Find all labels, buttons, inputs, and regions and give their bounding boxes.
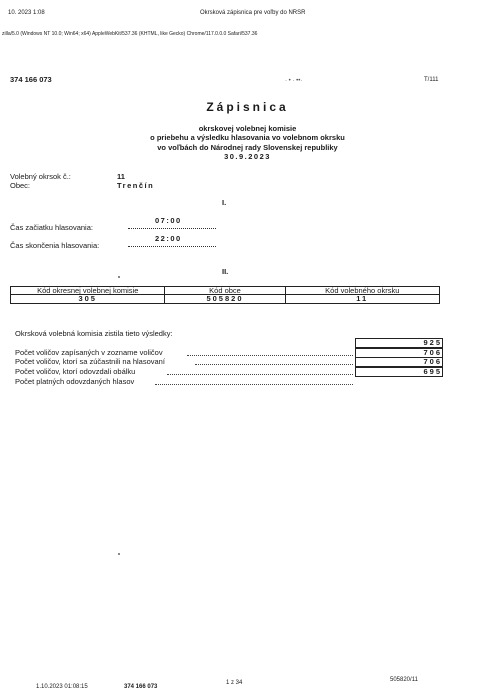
col-header-district-commission: Kód okresnej volebnej komisie: [11, 287, 165, 295]
result-value: 706: [355, 357, 443, 367]
result-label: Počet voličov zapísaných v zozname voličov: [15, 348, 163, 357]
result-row-valid-votes: [15, 377, 443, 386]
scan-speck: [118, 276, 120, 278]
footer-page-number: 1 z 34: [226, 680, 243, 686]
district-number-label: Volebný okrsok č.:: [10, 172, 71, 181]
municipality-label: Obec:: [10, 181, 31, 190]
page-ref: T/111: [424, 77, 439, 83]
section-1-heading: I.: [222, 198, 227, 207]
municipality-value: Trenčín: [117, 181, 155, 190]
municipality-code: 505820: [165, 295, 285, 304]
precinct-code: 11: [285, 295, 439, 304]
result-dots: [187, 355, 353, 356]
result-label: Počet voličov, ktorí odovzdali obálku: [15, 367, 136, 376]
col-header-precinct-code: Kód volebného okrsku: [285, 287, 439, 295]
stamp-marks: · • · ••·: [285, 78, 303, 84]
result-row-participated: [15, 357, 443, 366]
voting-start-label: Čas začiatku hlasovania:: [10, 223, 93, 232]
district-commission-code: 305: [11, 295, 165, 304]
result-dots: [155, 384, 353, 385]
result-value: 695: [355, 367, 443, 377]
voting-end-dots: [128, 246, 216, 247]
district-number-value: 11: [117, 172, 125, 181]
voting-start-dots: [128, 228, 216, 229]
result-label: Počet platných odovzdaných hlasov: [15, 377, 135, 386]
result-dots: [167, 374, 353, 375]
subtitle-line2: o priebehu a výsledku hlasovania vo volebnom okrsku: [150, 133, 345, 142]
result-label: Počet voličov, ktorí sa zúčastnili na hlasovaní: [15, 357, 165, 366]
election-date: 30.9.2023: [224, 152, 271, 161]
result-row-registered-text: [15, 348, 443, 357]
result-value: 925: [355, 338, 443, 348]
subtitle-line1: okrskovej volebnej komisie: [198, 124, 297, 133]
result-value: 706: [355, 348, 443, 358]
voting-end-label: Čas skončenia hlasovania:: [10, 241, 100, 250]
result-row-registered: [15, 339, 443, 348]
col-header-municipality-code: Kód obce: [165, 287, 285, 295]
section-2-heading: II.: [222, 267, 229, 276]
page-title: Zápisnica: [206, 100, 289, 114]
voting-end-value: 22:00: [155, 234, 182, 243]
doc-number: 374 166 073: [10, 75, 52, 84]
result-dots: [195, 364, 353, 365]
footer-doc-number: 374 166 073: [124, 684, 158, 690]
footer-code: 505820/11: [390, 677, 418, 683]
user-agent-line: zilla/5.0 (Windows NT 10.0; Win64; x64) AppleWebKit/537.36 (KHTML, like Gecko) Chrome/117.0.0.0 Safari/537.36: [2, 31, 258, 37]
subtitle-line3: vo voľbách do Národnej rady Slovenskej republiky: [157, 143, 338, 152]
voting-start-value: 07:00: [155, 216, 182, 225]
print-tab-title: Okrsková zápisnica pre voľby do NRSR: [200, 10, 306, 16]
scan-speck: [118, 553, 120, 555]
results-intro: Okrsková volebná komisia zistila tieto výsledky:: [15, 329, 173, 338]
footer-print-date: 1.10.2023 01:08:15: [36, 684, 88, 690]
print-date: 10. 2023 1:08: [8, 10, 45, 16]
codes-table: [10, 286, 440, 304]
result-row-envelopes: [15, 367, 443, 376]
